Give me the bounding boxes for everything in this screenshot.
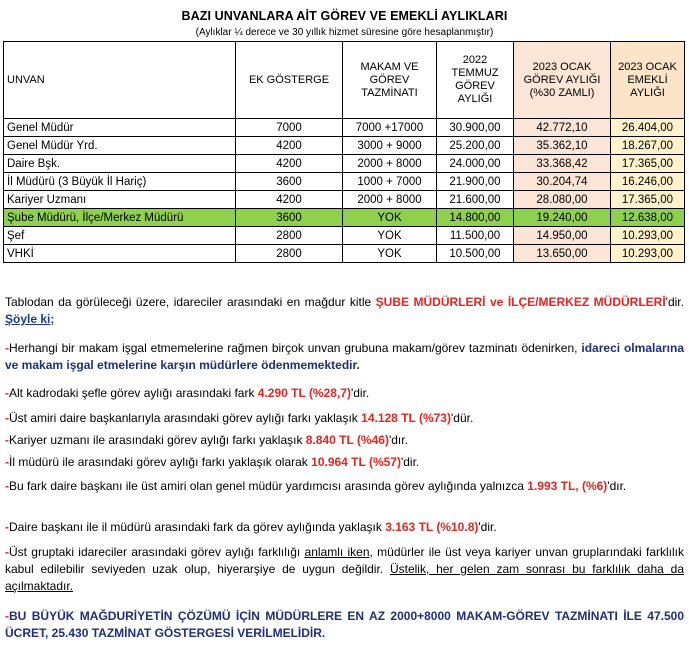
bullet-dash: - — [5, 479, 9, 493]
intro-paragraph — [5, 294, 684, 328]
intro-text: Tablodan da görüleceği üzere, idareciler arasındaki en mağdur kitle — [5, 295, 376, 309]
table-cell: 26.404,00 — [611, 119, 685, 137]
table-cell: YOK — [343, 245, 437, 263]
point-6 — [5, 478, 684, 495]
point-4-value: 8.840 TL (%46) — [305, 433, 389, 447]
point-1-emphasis: idareci olmalarına ve makam işgal etmelerine karşın müdürlere ödenmemektedir. — [5, 341, 685, 372]
table-row-vhki — [4, 245, 685, 263]
point-2-text: Alt kadrodaki şefle görev aylığı arasındaki fark — [9, 386, 258, 400]
intro-suffix: 'dir. — [665, 295, 684, 309]
point-5-text: İl müdürü ile arasındaki görev aylığı farkı yaklaşık olarak — [9, 455, 312, 469]
table-cell: 7000 +17000 — [343, 119, 437, 137]
bullet-dash: - — [5, 386, 9, 400]
table-cell: 13.650,00 — [514, 245, 611, 263]
point-3 — [5, 410, 684, 427]
point-8-text: Üst gruptaki idareciler arasındaki görev aylığı farklılığı — [9, 545, 305, 559]
point-7-suffix: 'dir. — [478, 520, 497, 534]
table-cell: Şube Müdürü, İlçe/Merkez Müdürü — [4, 209, 236, 227]
table-cell: 24.000,00 — [437, 155, 514, 173]
table-cell: Genel Müdür Yrd. — [4, 137, 236, 155]
point-5-value: 10.964 TL (%57) — [311, 455, 401, 469]
conclusion-paragraph — [5, 608, 684, 642]
table-cell: 3000 + 9000 — [343, 137, 437, 155]
table-cell: 10.500,00 — [437, 245, 514, 263]
table-cell: 2800 — [236, 245, 343, 263]
table-cell: 21.900,00 — [437, 173, 514, 191]
table-cell: 14.950,00 — [514, 227, 611, 245]
table-cell: 11.500,00 — [437, 227, 514, 245]
header-unvan: UNVAN — [4, 42, 236, 119]
header-2023-gorev-ayligi: 2023 OCAK GÖREV AYLIĞI (%30 ZAMLI) — [514, 42, 611, 119]
point-1-text: Herhangi bir makam işgal etmemelerine rağmen birçok unvan grubuna makam/görev tazminatı ödenirken, — [9, 341, 582, 355]
point-4-suffix: 'dır. — [388, 433, 408, 447]
point-8-body: , müdürler ile üst veya kariyer unvan gruplarındaki farklılık kabul edilebilir seviyeden uzak olup, hiyerarşiye de uygun değildir. — [5, 545, 685, 576]
point-3-text: Üst amiri daire başkanlarıyla arasındaki görev aylığı farkı yaklaşık — [9, 411, 362, 425]
salary-table — [3, 41, 685, 263]
table-cell: 21.600,00 — [437, 191, 514, 209]
table-cell: 1000 + 7000 — [343, 173, 437, 191]
table-cell: 3600 — [236, 173, 343, 191]
table-row-kariyer-uzmani — [4, 191, 685, 209]
point-2-suffix: 'dir. — [350, 386, 370, 400]
table-cell: 2000 + 8000 — [343, 155, 437, 173]
point-8 — [5, 544, 684, 595]
table-cell: 4200 — [236, 191, 343, 209]
header-2023-emekli-ayligi: 2023 OCAK EMEKLİ AYLIĞI — [611, 42, 685, 119]
table-cell: 7000 — [236, 119, 343, 137]
intro-link: Şöyle ki; — [5, 312, 55, 326]
header-ek-gosterge: EK GÖSTERGE — [236, 42, 343, 119]
header-makam-tazminati: MAKAM VE GÖREV TAZMİNATI — [343, 42, 437, 119]
table-cell: 4200 — [236, 137, 343, 155]
intro-highlight: ŞUBE MÜDÜRLERİ ve İLÇE/MERKEZ MÜDÜRLERİ — [375, 295, 666, 309]
table-cell: 16.246,00 — [611, 173, 685, 191]
table-cell: 14.800,00 — [437, 209, 514, 227]
bullet-dash: - — [5, 411, 9, 425]
table-row-genel-mudur-yrd — [4, 137, 685, 155]
point-7 — [5, 519, 684, 536]
table-cell: 4200 — [236, 155, 343, 173]
table-cell: 28.080,00 — [514, 191, 611, 209]
point-6-text: Bu fark daire başkanı ile üst amiri olan genel müdür yardımcısı arasında görev aylığında yalnızca — [9, 479, 528, 493]
header-2022-gorev-ayligi: 2022 TEMMUZ GÖREV AYLIĞI — [437, 42, 514, 119]
point-2-value: 4.290 TL (%28,7) — [257, 386, 351, 400]
table-row-daire-bsk — [4, 155, 685, 173]
point-6-suffix: 'dır. — [607, 479, 627, 493]
point-5-suffix: 'dir. — [400, 455, 420, 469]
table-cell: YOK — [343, 209, 437, 227]
point-2 — [5, 385, 684, 402]
table-cell: 18.267,00 — [611, 137, 685, 155]
bullet-dash: - — [5, 455, 9, 469]
point-8-underlined-tail: Üstelik, her gelen zam sonrası bu farklılık daha da açılmaktadır. — [5, 562, 684, 593]
table-row-genel-mudur — [4, 119, 685, 137]
table-cell: Genel Müdür — [4, 119, 236, 137]
point-3-suffix: 'dür. — [450, 411, 474, 425]
table-cell: 2000 + 8000 — [343, 191, 437, 209]
table-cell: 10.293,00 — [611, 227, 685, 245]
table-row-sef — [4, 227, 685, 245]
table-cell: 33.368,42 — [514, 155, 611, 173]
table-row-sube-muduru — [4, 209, 685, 227]
point-5 — [5, 454, 684, 471]
table-cell: VHKİ — [4, 245, 236, 263]
table-cell: 2800 — [236, 227, 343, 245]
bullet-dash: - — [5, 520, 9, 534]
point-3-value: 14.128 TL (%73) — [361, 411, 451, 425]
table-cell: 3600 — [236, 209, 343, 227]
table-cell: 30.900,00 — [437, 119, 514, 137]
table-cell: 17.365,00 — [611, 191, 685, 209]
page-subtitle: (Aylıklar ¼ derece ve 30 yıllık hizmet süresine göre hesaplanmıştır) — [195, 27, 494, 38]
page-title: BAZI UNVANLARA AİT GÖREV VE EMEKLİ AYLIKLARI — [181, 9, 508, 23]
point-7-value: 3.163 TL (%10.8) — [385, 520, 479, 534]
point-7-text: Daire başkanı ile il müdürü arasındaki fark da görev aylığında yaklaşık — [9, 520, 386, 534]
table-cell: 30.204,74 — [514, 173, 611, 191]
conclusion-text: BU BÜYÜK MAĞDURİYETİN ÇÖZÜMÜ İÇİN MÜDÜRLERE EN AZ 2000+8000 MAKAM-GÖREV TAZMİNATI İLE 47.500 ÜCRET, 25.430 TAZMİNAT GÖSTERGESİ VERİLMELİDİR. — [5, 609, 684, 640]
table-cell: 17.365,00 — [611, 155, 685, 173]
table-cell: 19.240,00 — [514, 209, 611, 227]
point-6-value: 1.993 TL, (%6) — [527, 479, 608, 493]
table-header-row — [4, 42, 685, 119]
table-cell: 12.638,00 — [611, 209, 685, 227]
bullet-dash: - — [5, 609, 9, 623]
table-cell: Şef — [4, 227, 236, 245]
table-cell: İl Müdürü (3 Büyük İl Hariç) — [4, 173, 236, 191]
bullet-dash: - — [5, 545, 9, 559]
table-cell: YOK — [343, 227, 437, 245]
table-cell: Kariyer Uzmanı — [4, 191, 236, 209]
table-cell: Daire Bşk. — [4, 155, 236, 173]
point-4 — [5, 432, 684, 449]
point-8-underlined: anlamlı iken — [304, 545, 370, 559]
table-row-il-muduru — [4, 173, 685, 191]
bullet-dash: - — [5, 433, 9, 447]
table-cell: 10.293,00 — [611, 245, 685, 263]
table-cell: 35.362,10 — [514, 137, 611, 155]
table-cell: 42.772,10 — [514, 119, 611, 137]
point-4-text: Kariyer uzmanı ile arasındaki görev aylığı farkı yaklaşık — [9, 433, 306, 447]
table-cell: 25.200,00 — [437, 137, 514, 155]
bullet-dash: - — [5, 341, 9, 355]
point-1 — [5, 340, 684, 374]
